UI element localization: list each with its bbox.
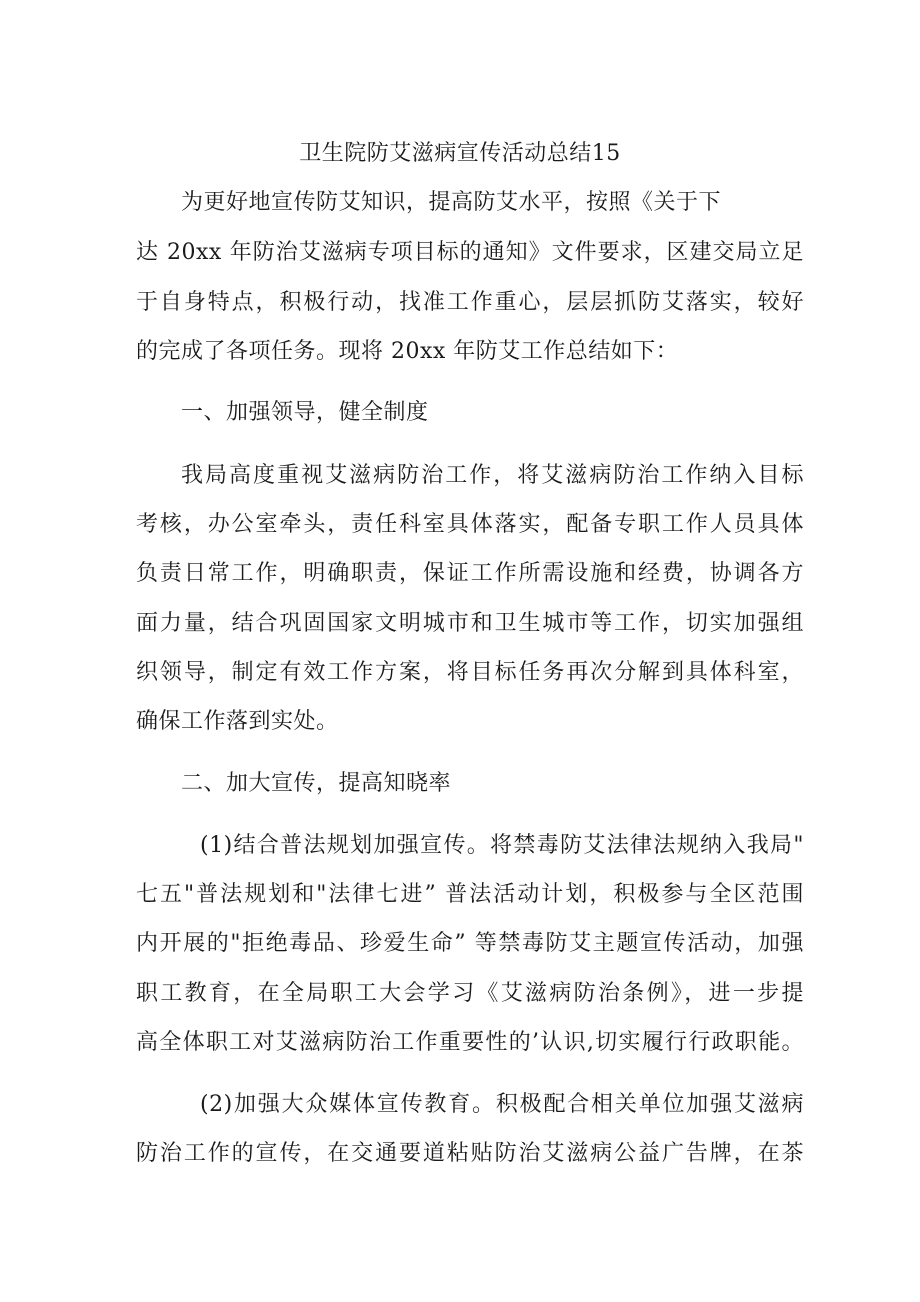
section2-item1-line-5: 高全体职工对艾滋病防治工作重要性的’认识,切实履行行政职能。 [136,1030,804,1055]
section2-heading: 二、加大宣传，提高知晓率 [181,771,452,796]
section2-item2-line-2: 防治工作的宣传，在交通要道粘贴防治艾滋病公益广告牌，在茶 [136,1141,804,1166]
section1-line-4: 面力量，结合巩固国家文明城市和卫生城市等工作，切实加强组 [136,611,804,636]
intro-line-2: 达 20xx 年防治艾滋病专项目标的通知》文件要求，区建交局立足 [136,240,804,265]
section1-line-3: 负责日常工作，明确职责，保证工作所需设施和经费，协调各方 [136,561,804,586]
section2-item1-line-2: 七五"普法规划和"法律七进” 普法活动计划，积极参与全区范围 [136,882,804,907]
section2-item1-line-1: (1)结合普法规划加强宣传。将禁毒防艾法律法规纳入我局" [200,833,804,858]
section2-item1-line-4: 职工教育，在全局职工大会学习《艾滋病防治条例》，进一步提 [136,981,804,1006]
intro-line-3: 于自身特点，积极行动，找准工作重心，层层抓防艾落实，较好 [136,290,804,315]
section2-item2-line-1: (2)加强大众媒体宣传教育。积极配合相关单位加强艾滋病 [200,1092,804,1117]
section1-line-2: 考核，办公室牵头，责任科室具体落实，配备专职工作人员具体 [136,512,804,537]
intro-line-4: 的完成了各项任务。现将 20xx 年防艾工作总结如下： [136,339,679,364]
section1-line-1: 我局高度重视艾滋病防治工作，将艾滋病防治工作纳入目标 [181,463,804,488]
section1-heading: 一、加强领导，健全制度 [181,400,429,425]
document-title: 卫生院防艾滋病宣传活动总结15 [299,141,621,166]
intro-line-1: 为更好地宣传防艾知识，提高防艾水平，按照《关于下 [181,190,722,215]
section2-item1-line-3: 内开展的"拒绝毒品、珍爱生命” 等禁毒防艾主题宣传活动，加强 [136,931,804,956]
section1-line-5: 织领导，制定有效工作方案，将目标任务再次分解到具体科室， [136,660,804,685]
section1-line-6: 确保工作落到实处。 [136,709,339,734]
